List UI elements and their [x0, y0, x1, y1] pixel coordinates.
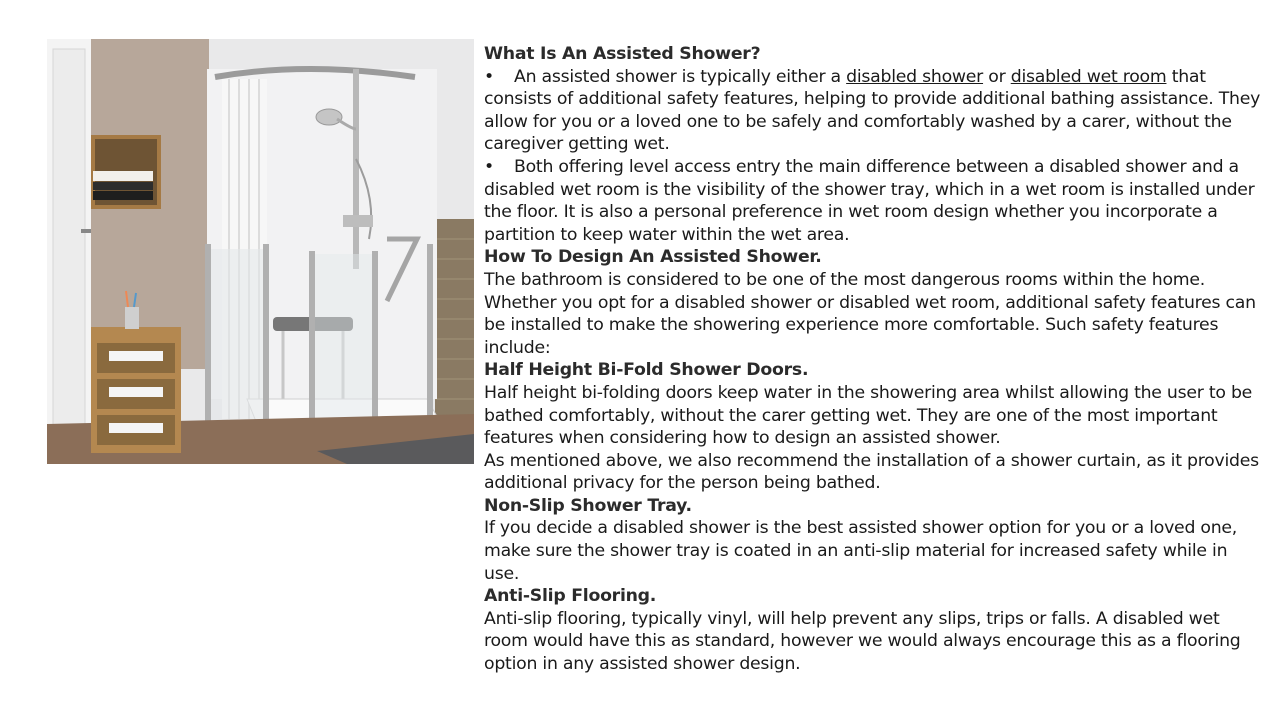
curtain-paragraph: As mentioned above, we also recommend the installation of a shower curtain, as it provides additional privacy for the person being bathed.: [484, 450, 1259, 494]
disabled-wet-room-link[interactable]: disabled wet room: [1010, 66, 1167, 87]
doors-paragraph: Half height bi-folding doors keep water in the showering area whilst allowing the user to be bathed comfortably, without the carer getting wet. They are one of the most important features when considering how to design an assisted shower.: [484, 382, 1253, 449]
bullet-marker: •: [484, 156, 494, 177]
heading-bi-fold-doors: Half Height Bi-Fold Shower Doors.: [484, 360, 809, 381]
bullet2-text: Both offering level access entry the main difference between a disabled shower and a disabled wet room is the visibility of the shower tray, which in a wet room is installed under the floor. It is also a personal preference in wet room design whether you incorporate a partition to keep water within the wet area.: [484, 156, 1255, 245]
design-paragraph: The bathroom is considered to be one of the most dangerous rooms within the home. Whether you opt for a disabled shower or disabled wet room, additional safety features can be installed to make the showering experience more comfortable. Such safety features include:: [484, 269, 1256, 358]
flooring-paragraph: Anti-slip flooring, typically vinyl, will help prevent any slips, trips or falls. A disabled wet room would have this as standard, however we would always encourage this as a flooring option in any assisted shower design.: [484, 608, 1241, 675]
bullet-paragraph-1: [484, 66, 1264, 156]
article-content: [484, 43, 1264, 676]
tray-paragraph: If you decide a disabled shower is the best assisted shower option for you or a loved one, make sure the shower tray is coated in an anti-slip material for increased safety while in use.: [484, 518, 1238, 584]
bullet1-text-post: that consists of additional safety features, helping to provide additional bathing assistance. They allow for you or a loved one to be safely and comfortably washed by a carer, without the caregiver getting wet.: [484, 66, 1261, 155]
bullet1-text-pre: An assisted shower is typically either a: [514, 66, 847, 87]
bullet-paragraph-2: [484, 156, 1264, 246]
heading-non-slip-tray: Non-Slip Shower Tray.: [484, 495, 692, 516]
assisted-shower-photo: [47, 39, 474, 464]
disabled-shower-link[interactable]: disabled shower: [846, 66, 984, 87]
bullet1-text-mid: or: [983, 66, 1011, 87]
heading-what-is: What Is An Assisted Shower?: [484, 44, 761, 64]
bullet-marker: •: [484, 66, 494, 87]
heading-anti-slip-flooring: Anti-Slip Flooring.: [484, 586, 657, 607]
heading-how-to-design: How To Design An Assisted Shower.: [484, 247, 822, 268]
